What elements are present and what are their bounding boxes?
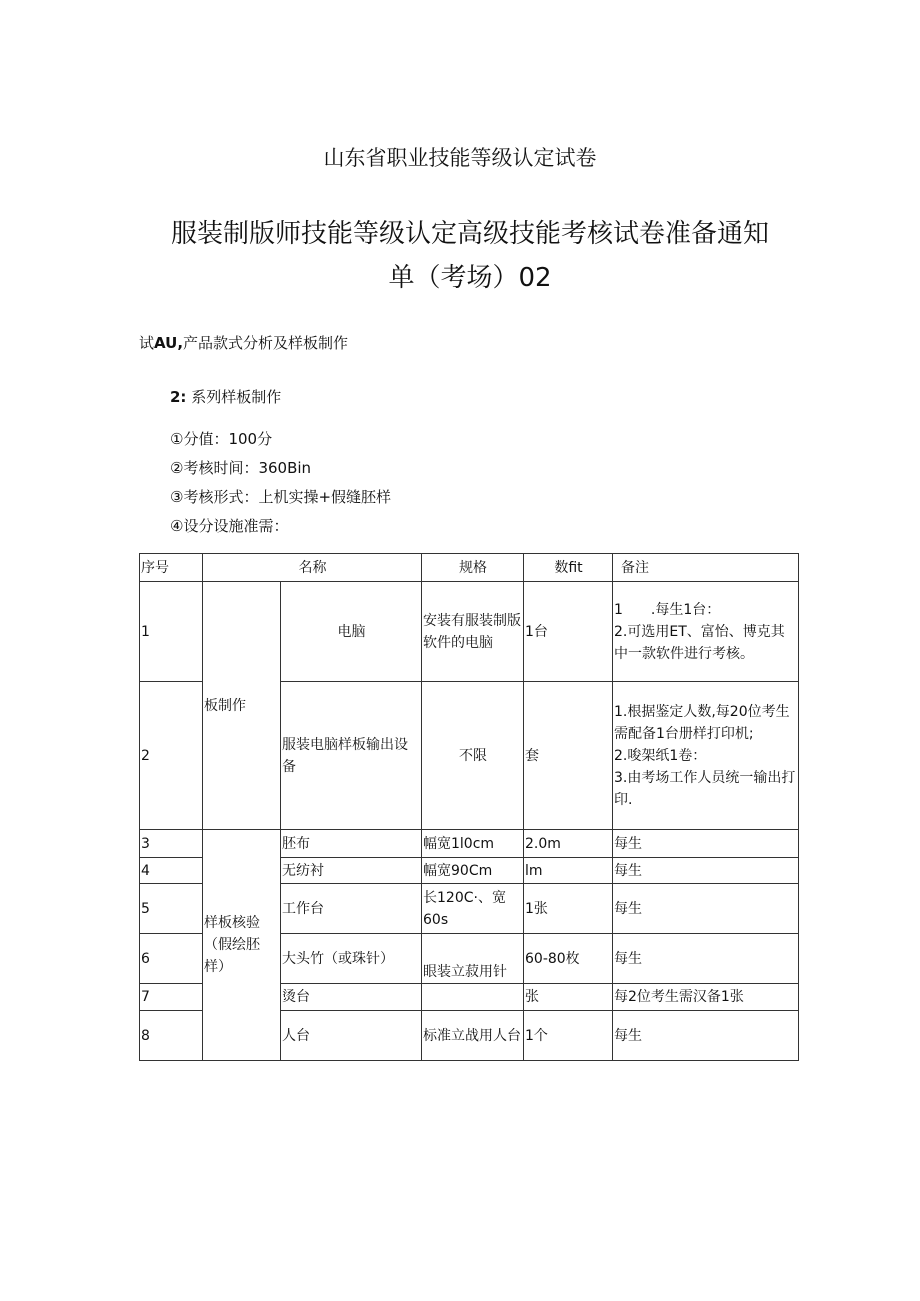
row-seq: 8 xyxy=(140,1011,203,1061)
group-cell-pattern-making: 板制作 xyxy=(203,582,281,830)
row-spec: 长120C·、宽60s xyxy=(422,884,524,934)
row-qty: 1台 xyxy=(524,582,613,682)
row-name: 胚布 xyxy=(281,830,422,858)
row-seq: 7 xyxy=(140,984,203,1011)
row-note: 每生 xyxy=(613,934,799,984)
header-note: 备注 xyxy=(613,554,799,582)
row-spec: 安装有服装制版软件的电脑 xyxy=(422,582,524,682)
row-qty: 60-80枚 xyxy=(524,934,613,984)
row-seq: 4 xyxy=(140,858,203,884)
item-format: ③考核形式：上机实操+假缝胚样 xyxy=(170,488,392,506)
row-note-line: 3.由考场工作人员统一输出打印. xyxy=(614,769,796,808)
section-name: 产品款式分析及样板制作 xyxy=(183,334,349,352)
header-spec: 规格 xyxy=(422,554,524,582)
row-spec: 眼装立菽用针 xyxy=(422,934,524,984)
item-score: ①分值：100分 xyxy=(170,430,273,448)
equipment-table xyxy=(139,553,799,1061)
subsection-number: 2: xyxy=(170,388,187,406)
group-cell-pattern-verification: 样板核验（假绘胚样） xyxy=(203,830,281,1061)
exam-authority-title: 山东省职业技能等级认定试卷 xyxy=(323,146,597,170)
row-seq: 5 xyxy=(140,884,203,934)
table-row xyxy=(140,582,799,682)
row-note xyxy=(613,582,799,682)
row-qty: 张 xyxy=(524,984,613,1011)
row-note-line: 1.根据鉴定人数,每20位考生需配备1台册样打印机; xyxy=(614,703,790,742)
row-spec: 幅宽90Cm xyxy=(422,858,524,884)
row-name: 烫台 xyxy=(281,984,422,1011)
row-name: 工作台 xyxy=(281,884,422,934)
row-note-line: 2.可选用ET、富怡、博克其中一款软件进行考核。 xyxy=(614,623,785,662)
table-header-row xyxy=(140,554,799,582)
document-title xyxy=(150,212,790,300)
subsection-name: 系列样板制作 xyxy=(191,388,282,406)
row-name: 大头竹（或珠针） xyxy=(281,934,422,984)
row-seq: 1 xyxy=(140,582,203,682)
row-note xyxy=(613,682,799,830)
row-note: 每生 xyxy=(613,830,799,858)
subsection-heading xyxy=(170,386,281,407)
section-heading xyxy=(139,332,348,353)
row-spec: 标准立战用人台 xyxy=(422,1011,524,1061)
row-qty: 2.0m xyxy=(524,830,613,858)
row-note-line: 2.唆架纸1卷： xyxy=(614,747,707,764)
row-name: 无纺衬 xyxy=(281,858,422,884)
row-qty: 套 xyxy=(524,682,613,830)
row-note: 每2位考生需汉备1张 xyxy=(613,984,799,1011)
section-code: AU, xyxy=(154,334,184,352)
row-qty: lm xyxy=(524,858,613,884)
row-name: 人台 xyxy=(281,1011,422,1061)
item-equipment: ④设分设施准需： xyxy=(170,517,289,535)
row-note: 每生 xyxy=(613,858,799,884)
row-spec: 幅宽1l0cm xyxy=(422,830,524,858)
header-qty: 数fit xyxy=(524,554,613,582)
item-time: ②考核时间：360Bin xyxy=(170,459,312,477)
header-name: 名称 xyxy=(203,554,422,582)
document-title-line1: 服装制版师技能等级认定高级技能考核试卷准备通知 xyxy=(170,219,769,249)
row-name: 电脑 xyxy=(281,582,422,682)
header-seq: 序号 xyxy=(140,554,203,582)
row-note: 每生 xyxy=(613,884,799,934)
row-qty: 1个 xyxy=(524,1011,613,1061)
document-title-line2: 单（考场）02 xyxy=(388,263,552,293)
row-note: 每生 xyxy=(613,1011,799,1061)
row-note-line: 1 .每生1台： xyxy=(614,601,721,618)
row-seq: 6 xyxy=(140,934,203,984)
row-seq: 3 xyxy=(140,830,203,858)
row-spec xyxy=(422,984,524,1011)
row-name: 服装电脑样板输出设备 xyxy=(281,682,422,830)
table-row xyxy=(140,830,799,858)
row-qty: 1张 xyxy=(524,884,613,934)
row-seq: 2 xyxy=(140,682,203,830)
section-prefix: 试 xyxy=(139,334,155,352)
row-spec: 不限 xyxy=(422,682,524,830)
